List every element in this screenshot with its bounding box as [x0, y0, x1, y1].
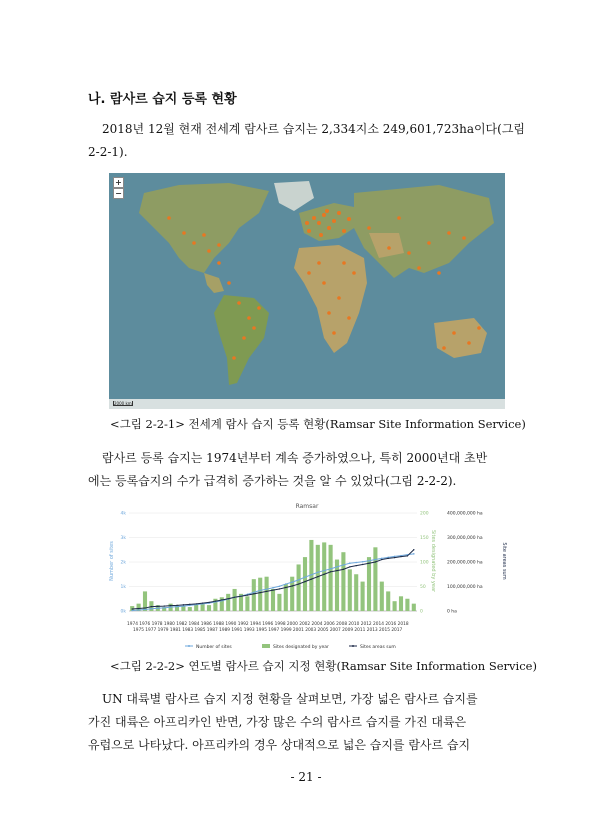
chart-bar [386, 591, 390, 611]
section-heading: 나. 람사르 습지 등록 현황 [88, 92, 237, 107]
chart-point-sites-areas-sum [202, 602, 203, 603]
chart-bar [373, 547, 377, 611]
paragraph-2-line-1: 람사르 등록 습지는 1974년부터 계속 증가하였으나, 특히 2000년대 초반 [102, 451, 488, 465]
chart-point-sites-areas-sum [234, 597, 235, 598]
chart-point-sites-areas-sum [368, 563, 369, 564]
chart-point-number-of-sites [291, 581, 293, 583]
chart-bar [412, 604, 416, 611]
chart-point-number-of-sites [138, 609, 140, 611]
chart-right-tick-label: 50 [420, 585, 426, 590]
chart-left-tick-label: 1k [120, 585, 126, 590]
chart-area-tick-label: 400,000,000 ha [447, 511, 483, 517]
chart-right-tick-label: 0 [420, 609, 423, 615]
chart-point-sites-areas-sum [298, 583, 299, 584]
chart-area-tick-label: 100,000,000 ha [447, 585, 483, 590]
chart-point-sites-areas-sum [285, 587, 286, 588]
chart-point-sites-areas-sum [311, 578, 312, 579]
chart-point-sites-areas-sum [247, 594, 248, 595]
world-map-graphic [109, 173, 505, 409]
paragraph-1-line-2: 2-2-1). [88, 145, 128, 159]
chart-legend-marker [352, 645, 354, 647]
chart-point-sites-areas-sum [279, 588, 280, 589]
chart-point-sites-areas-sum [221, 599, 222, 600]
chart-legend-marker [188, 645, 190, 647]
chart-point-sites-areas-sum [394, 557, 395, 558]
chart-bar [322, 542, 326, 611]
chart-point-sites-areas-sum [413, 549, 414, 550]
chart-point-number-of-sites [157, 608, 159, 610]
chart-bar [329, 545, 333, 611]
chart-point-number-of-sites [272, 587, 274, 589]
chart-point-sites-areas-sum [381, 559, 382, 560]
chart-point-sites-areas-sum [157, 606, 158, 607]
chart-point-number-of-sites [323, 570, 325, 572]
chart-point-sites-areas-sum [324, 574, 325, 575]
chart-point-sites-areas-sum [176, 605, 177, 606]
chart-right-tick-label: 100 [420, 560, 429, 566]
chart-point-number-of-sites [285, 583, 287, 585]
chart-point-number-of-sites [163, 607, 165, 609]
chart-right-tick-label: 150 [420, 536, 429, 541]
chart-point-sites-areas-sum [336, 570, 337, 571]
chart-bar [354, 574, 358, 611]
chart-right-tick-label: 200 [420, 511, 429, 517]
chart-point-sites-areas-sum [272, 589, 273, 590]
chart-point-sites-areas-sum [151, 606, 152, 607]
chart-bar [226, 594, 230, 611]
chart-point-number-of-sites [317, 571, 319, 573]
chart-point-number-of-sites [266, 588, 268, 590]
figure-1-caption: <그림 2-2-1> 전세계 람사 습지 등록 현황(Ramsar Site Information Service) [110, 417, 526, 431]
paragraph-3 [88, 688, 528, 757]
chart-point-sites-areas-sum [144, 607, 145, 608]
chart-bar [188, 607, 192, 611]
chart-point-sites-areas-sum [253, 593, 254, 594]
paragraph-2 [88, 447, 528, 493]
paragraph-2-line-2: 에는 등록습지의 수가 급격히 증가하는 것을 알 수 있었다(그림 2-2-2). [88, 474, 457, 488]
chart-bar [367, 557, 371, 611]
chart-point-sites-areas-sum [356, 565, 357, 566]
chart-point-sites-areas-sum [317, 576, 318, 577]
chart-legend-label: Number of sites [196, 645, 232, 650]
chart-point-sites-areas-sum [304, 581, 305, 582]
world-map[interactable] [109, 173, 505, 409]
chart-point-sites-areas-sum [266, 591, 267, 592]
chart-area-tick-label: 300,000,000 ha [447, 536, 483, 541]
chart-y3-axis-label: Site areas sum [501, 542, 507, 580]
chart-bar [265, 577, 269, 611]
chart-title: Ramsar [295, 503, 319, 510]
chart-point-sites-areas-sum [228, 598, 229, 599]
chart-point-sites-areas-sum [132, 608, 133, 609]
chart-point-number-of-sites [131, 610, 133, 612]
chart-left-tick-label: 2k [120, 560, 126, 566]
chart-point-number-of-sites [375, 559, 377, 561]
chart-point-sites-areas-sum [343, 569, 344, 570]
chart-left-tick-label: 3k [120, 536, 126, 541]
ramsar-chart-svg [107, 499, 507, 659]
chart-legend-label: Sites areas sum [360, 645, 396, 650]
chart-bar [361, 582, 365, 611]
chart-point-number-of-sites [413, 553, 415, 555]
chart-point-number-of-sites [170, 606, 172, 608]
chart-point-sites-areas-sum [240, 596, 241, 597]
chart-bar [252, 579, 256, 611]
chart-point-number-of-sites [355, 562, 357, 564]
chart-bar [207, 605, 211, 611]
chart-point-sites-areas-sum [170, 605, 171, 606]
chart-point-sites-areas-sum [189, 604, 190, 605]
chart-point-number-of-sites [349, 562, 351, 564]
chart-point-number-of-sites [336, 566, 338, 568]
zoom-in-button[interactable]: + [113, 177, 124, 188]
chart-y-axis-label: Number of sites [109, 541, 115, 581]
chart-point-sites-areas-sum [138, 608, 139, 609]
chart-bar [271, 589, 275, 611]
zoom-out-button[interactable]: − [113, 188, 124, 199]
chart-bar [245, 596, 249, 611]
chart-point-sites-areas-sum [183, 604, 184, 605]
map-scale-bar: 2000 km [114, 401, 132, 406]
paragraph-3-line-1: UN 대륙별 람사르 습지 지정 현황을 살펴보면, 가장 넓은 람사르 습지를 [102, 692, 478, 706]
chart-bar [303, 557, 307, 611]
ramsar-chart [107, 499, 507, 659]
chart-point-sites-areas-sum [407, 555, 408, 556]
chart-bar [297, 564, 301, 611]
chart-area-tick-label: 0 ha [447, 609, 457, 615]
chart-x-labels-top: 1974 1976 1978 1980 1982 1984 1986 1988 1990 1992 1994 1996 1998 2000 2002 2004 2006 2008 2010 2012 2014 2016 2018 [127, 622, 409, 627]
chart-bar [258, 578, 262, 611]
chart-point-sites-areas-sum [292, 585, 293, 586]
chart-point-sites-areas-sum [208, 602, 209, 603]
chart-legend-label: Sites designated by year [273, 645, 329, 650]
chart-point-sites-areas-sum [375, 561, 376, 562]
chart-bar [393, 601, 397, 611]
chart-bar [277, 594, 281, 611]
chart-point-number-of-sites [144, 609, 146, 611]
chart-point-number-of-sites [259, 590, 261, 592]
chart-point-number-of-sites [368, 560, 370, 562]
chart-point-number-of-sites [362, 561, 364, 563]
chart-left-tick-label: 0k [120, 609, 126, 615]
chart-bar [348, 569, 352, 611]
paragraph-3-line-2: 가진 대륙은 아프리카인 반면, 가장 많은 수의 람사르 습지를 가진 대륙은 [88, 715, 467, 729]
page-number: - 21 - [290, 770, 322, 784]
chart-bar [405, 599, 409, 611]
chart-x-labels-bottom: 1975 1977 1979 1981 1983 1985 1987 1989 1991 1993 1995 1997 1999 2001 2003 2005 2007 2009 2011 2013 2015 2017 [133, 628, 403, 633]
chart-point-number-of-sites [304, 576, 306, 578]
chart-point-sites-areas-sum [260, 592, 261, 593]
chart-point-sites-areas-sum [196, 603, 197, 604]
figure-2-caption: <그림 2-2-2> 연도별 람사르 습지 지정 현황(Ramsar Site Information Service) [110, 659, 537, 673]
chart-bar [341, 552, 345, 611]
chart-bar [233, 589, 237, 611]
chart-point-sites-areas-sum [330, 571, 331, 572]
chart-point-sites-areas-sum [164, 605, 165, 606]
paragraph-1 [88, 118, 528, 164]
chart-legend-swatch [262, 644, 270, 648]
chart-point-sites-areas-sum [400, 556, 401, 557]
chart-area-tick-label: 200,000,000 ha [447, 560, 483, 566]
chart-point-number-of-sites [330, 568, 332, 570]
chart-point-number-of-sites [298, 579, 300, 581]
paragraph-1-line-1: 2018년 12월 현재 전세계 람사르 습지는 2,334지소 249,601,723ha이다(그림 [102, 122, 526, 136]
chart-left-tick-label: 4k [120, 511, 126, 517]
chart-point-sites-areas-sum [215, 601, 216, 602]
chart-bar [201, 604, 205, 611]
chart-y2-axis-label: Sites designated by year [430, 529, 436, 593]
chart-point-sites-areas-sum [349, 566, 350, 567]
chart-point-sites-areas-sum [388, 558, 389, 559]
chart-bar [316, 545, 320, 611]
chart-point-number-of-sites [279, 585, 281, 587]
chart-bar [399, 596, 403, 611]
chart-point-number-of-sites [311, 574, 313, 576]
chart-bar [380, 582, 384, 611]
paragraph-3-line-3: 유럽으로 나타났다. 아프리카의 경우 상대적으로 넓은 습지를 람사르 습지 [88, 738, 471, 752]
chart-point-number-of-sites [151, 608, 153, 610]
chart-point-number-of-sites [253, 592, 255, 594]
chart-point-number-of-sites [343, 564, 345, 566]
chart-point-sites-areas-sum [362, 564, 363, 565]
